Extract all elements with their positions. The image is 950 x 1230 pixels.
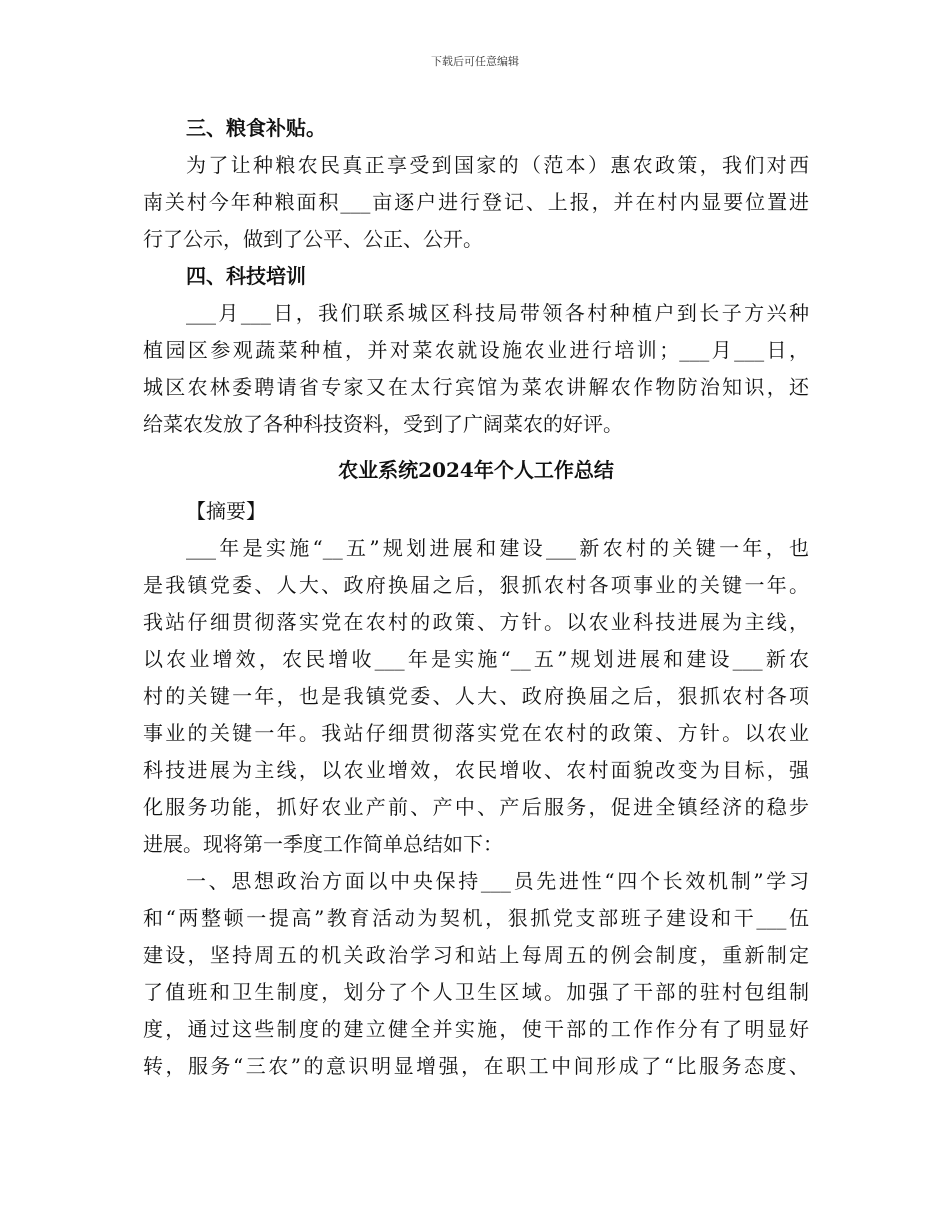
page-header: 下载后可任意编辑	[431, 55, 519, 68]
paragraph-line: 建设，坚持周五的机关政治学习和站上每周五的例会制度，重新制定	[143, 943, 809, 967]
paragraph-line: 科技进展为主线，以农业增效，农民增收、农村面貌改变为目标，强	[143, 758, 809, 782]
paragraph-line: 和“两整顿一提高”教育活动为契机，狠抓党支部班子建设和干___伍	[143, 906, 809, 930]
paragraph-line: 以农业增效，农民增收___年是实施“__五”规划进展和建设___新农	[143, 647, 809, 671]
section-heading-grain-subsidy: 三、粮食补贴。	[186, 116, 326, 140]
paragraph-line: 进展。现将第一季度工作简单总结如下：	[143, 832, 503, 856]
paragraph-line: ___月___日，我们联系城区科技局带领各村种植户到长子方兴种	[186, 301, 809, 325]
paragraph-line: 我站仔细贯彻落实党在农村的政策、方针。以农业科技进展为主线，	[143, 610, 809, 634]
paragraph-line: 村的关键一年，也是我镇党委、人大、政府换届之后，狠抓农村各项	[143, 684, 809, 708]
paragraph-line: 给菜农发放了各种科技资料，受到了广阔菜农的好评。	[143, 412, 623, 436]
paragraph-line: 转，服务“三农”的意识明显增强，在职工中间形成了“比服务态度、	[143, 1054, 809, 1078]
section-heading-tech-training: 四、科技培训	[186, 264, 306, 288]
paragraph-line: 是我镇党委、人大、政府换届之后，狠抓农村各项事业的关键一年。	[143, 573, 809, 597]
paragraph-line: 为了让种粮农民真正享受到国家的（范本）惠农政策，我们对西	[186, 153, 809, 177]
paragraph-line: 度，通过这些制度的建立健全并实施，使干部的工作作分有了明显好	[143, 1017, 809, 1041]
abstract-label: 【摘要】	[186, 499, 266, 523]
paragraph-line: 事业的关键一年。我站仔细贯彻落实党在农村的政策、方针。以农业	[143, 721, 809, 745]
paragraph-line: 化服务功能，抓好农业产前、产中、产后服务，促进全镇经济的稳步	[143, 795, 809, 819]
paragraph-line: 植园区参观蔬菜种植，并对菜农就设施农业进行培训；___月___日，	[143, 338, 809, 362]
paragraph-line: 一、思想政治方面以中央保持___员先进性“四个长效机制”学习	[186, 869, 809, 893]
document-title: 农业系统2024年个人工作总结	[338, 458, 614, 482]
paragraph-line: 城区农林委聘请省专家又在太行宾馆为菜农讲解农作物防治知识，还	[143, 375, 809, 399]
document-body	[143, 110, 809, 1085]
paragraph-line: 行了公示，做到了公平、公正、公开。	[143, 227, 483, 251]
paragraph-line: ___年是实施“__五”规划进展和建设___新农村的关键一年，也	[186, 536, 809, 560]
paragraph-line: 南关村今年种粮面积___亩逐户进行登记、上报，并在村内显要位置进	[143, 190, 809, 214]
paragraph-line: 了值班和卫生制度，划分了个人卫生区域。加强了干部的驻村包组制	[143, 980, 809, 1004]
